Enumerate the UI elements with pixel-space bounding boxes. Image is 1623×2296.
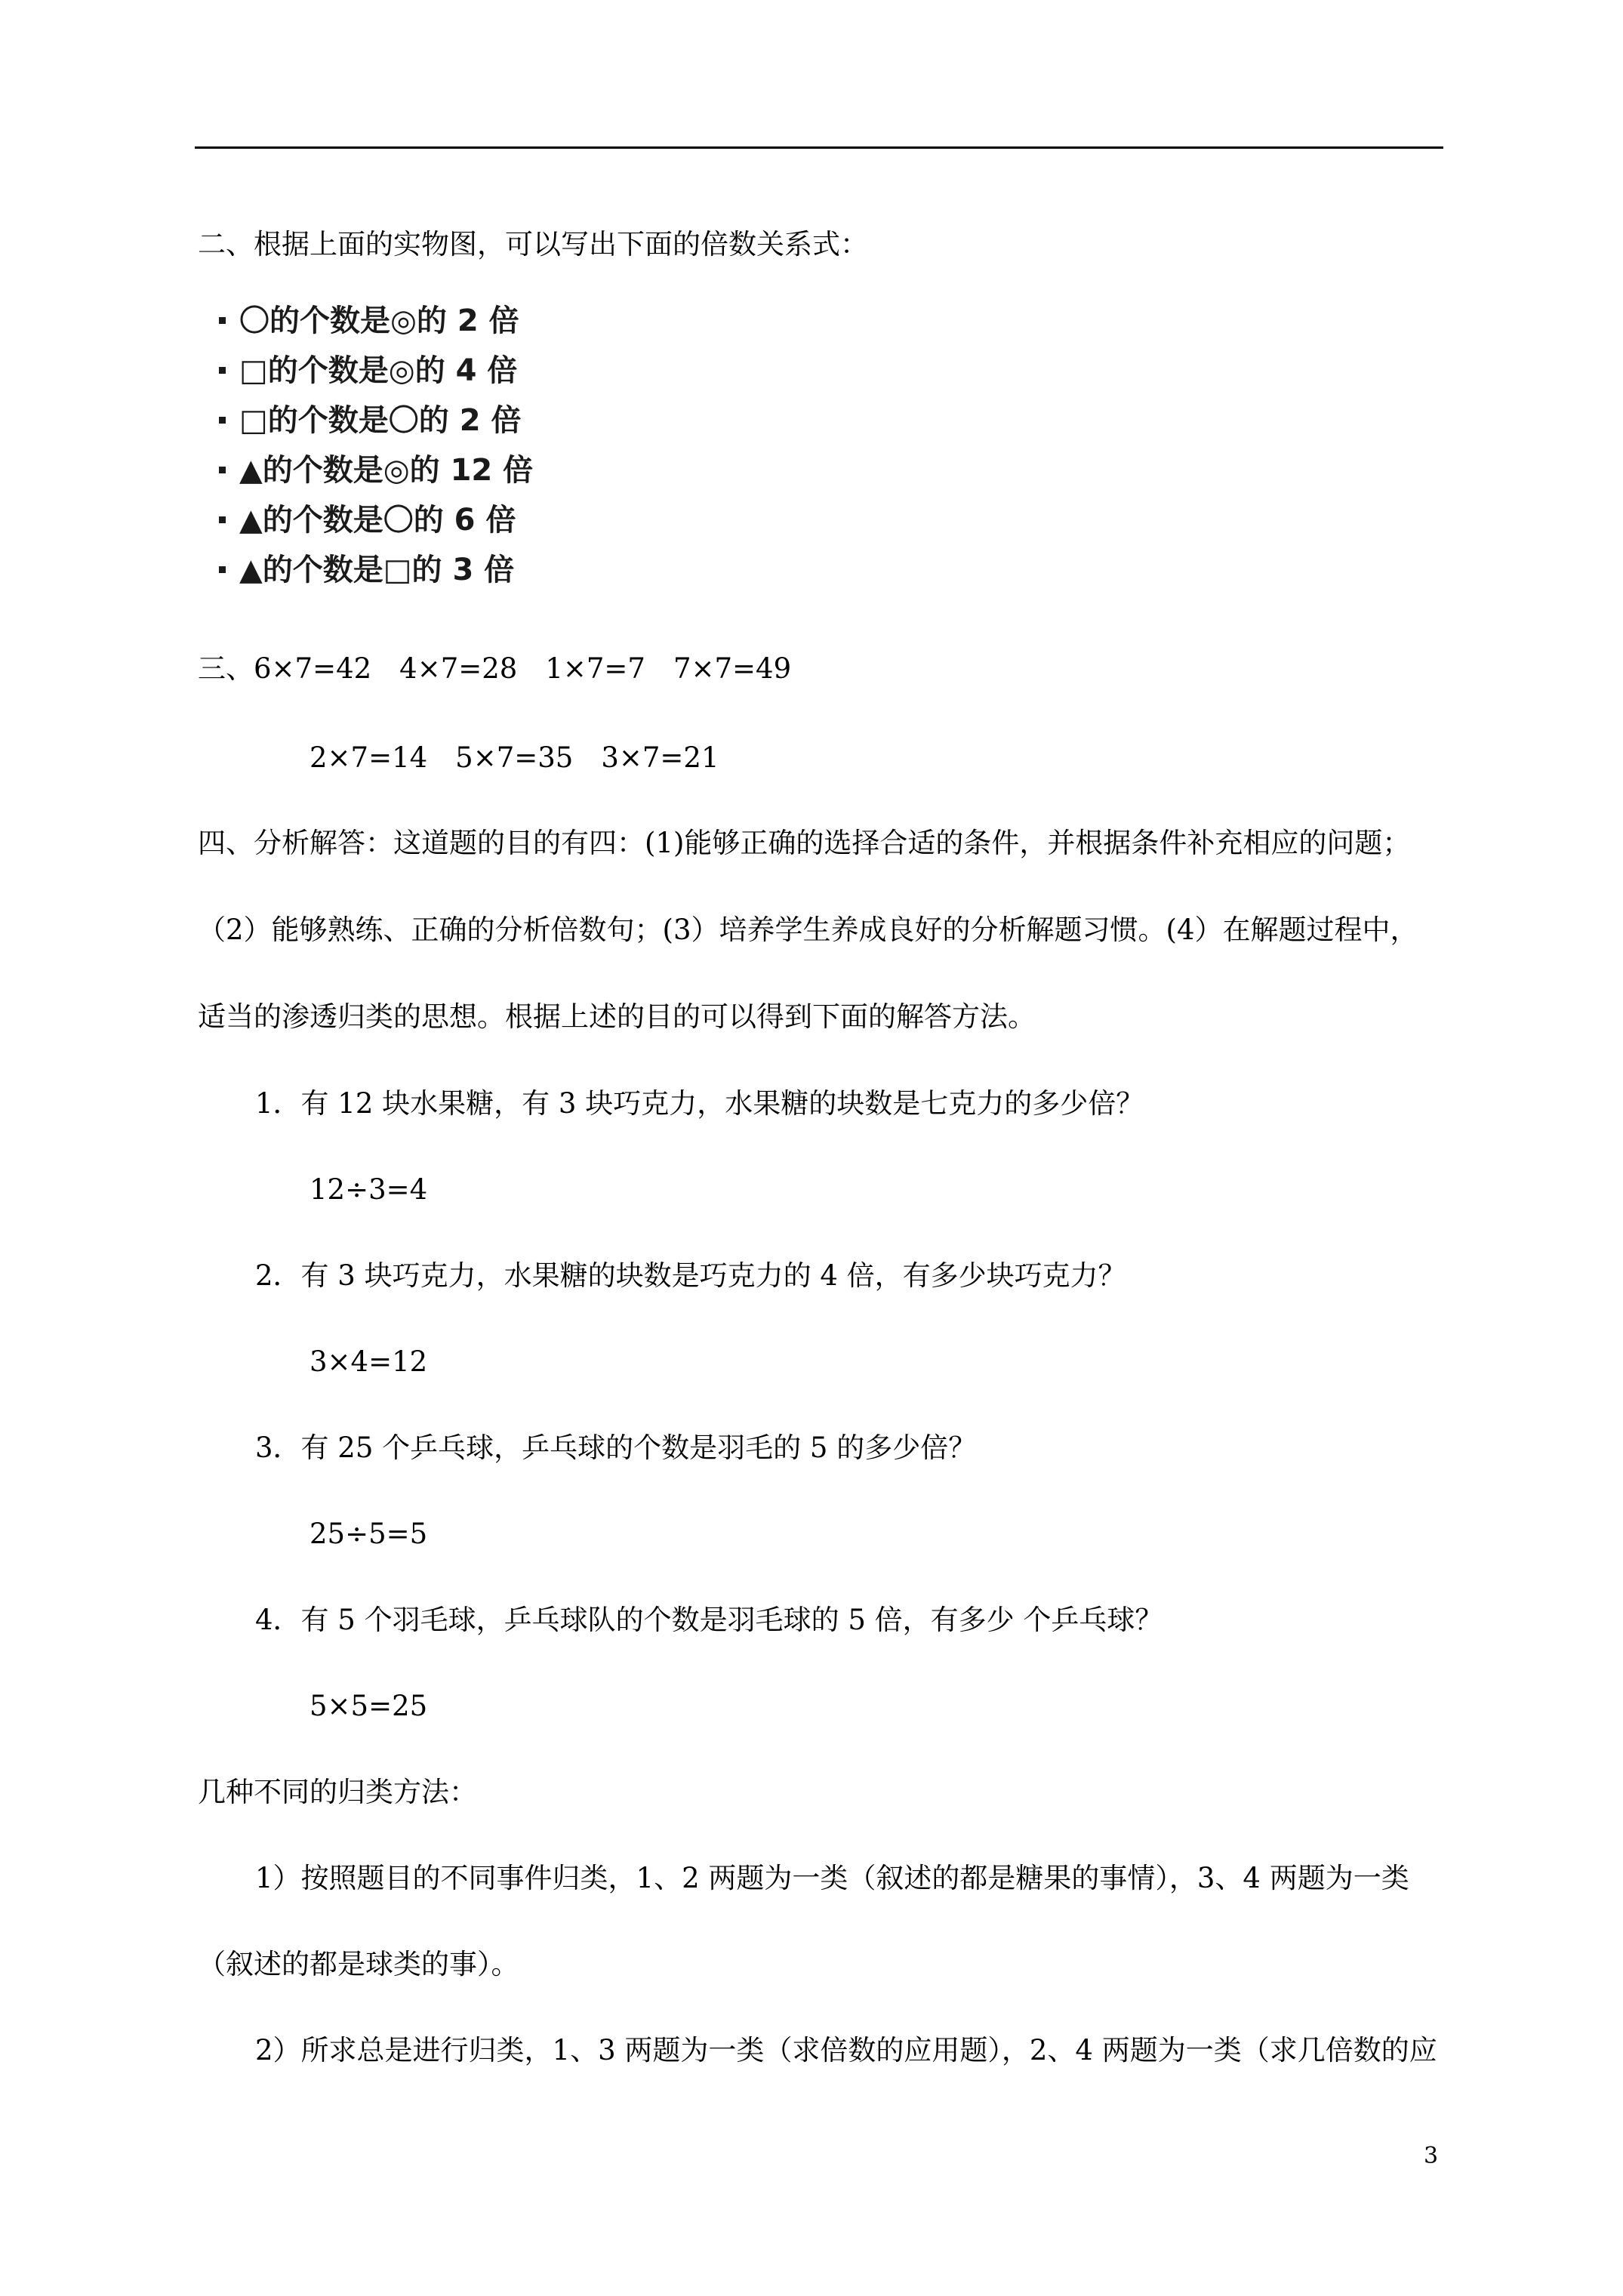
list-item <box>219 296 581 346</box>
relation-text: ▲的个数是◎的 12 倍 <box>239 453 534 488</box>
list-item <box>219 396 581 445</box>
list-item <box>219 445 581 495</box>
problem-answer: 12÷3=4 <box>310 1173 428 1206</box>
section4-para3: 适当的渗透归类的思想。根据上述的目的可以得到下面的解答方法。 <box>198 1000 1036 1033</box>
problem-answer: 3×4=12 <box>310 1345 428 1378</box>
problem-question: 1．有 12 块水果糖，有 3 块巧克力，水果糖的块数是七克力的多少倍？ <box>255 1087 1144 1120</box>
section4-para2: （2）能够熟练、正确的分析倍数句；(3）培养学生养成良好的分析解题习惯。(4）在解题过程中， <box>198 914 1418 946</box>
section2-heading: 二、根据上面的实物图，可以写出下面的倍数关系式： <box>198 228 868 260</box>
problem-question: 2．有 3 块巧克力，水果糖的块数是巧克力的 4 倍，有多少块巧克力？ <box>255 1259 1126 1292</box>
header-rule <box>195 146 1443 149</box>
bullet-icon <box>219 417 226 424</box>
bullet-icon <box>219 516 226 523</box>
list-item <box>219 495 581 545</box>
list-item <box>219 545 581 595</box>
relation-text: □的个数是◎的 4 倍 <box>239 353 518 388</box>
relation-text: □的个数是〇的 2 倍 <box>239 403 522 438</box>
classification-item1-line2: （叙述的都是球类的事）。 <box>198 1948 519 1980</box>
relation-text: ▲的个数是〇的 6 倍 <box>239 503 516 538</box>
page-number: 3 <box>1424 2143 1439 2169</box>
classification-heading: 几种不同的归类方法： <box>198 1776 477 1808</box>
bullet-icon <box>219 566 226 573</box>
bullet-icon <box>219 317 226 324</box>
bullet-icon <box>219 467 226 473</box>
problem-question: 3．有 25 个乒乓球，乒乓球的个数是羽毛的 5 的多少倍？ <box>255 1432 977 1464</box>
problem-question: 4．有 5 个羽毛球，乒乓球队的个数是羽毛球的 5 倍，有多少 个乒乓球？ <box>255 1604 1163 1636</box>
classification-item2-line1: 2）所求总是进行归类，1、3 两题为一类（求倍数的应用题），2、4 两题为一类（求几倍数的应 <box>255 2034 1437 2066</box>
problem-answer: 5×5=25 <box>310 1690 428 1722</box>
relations-list <box>219 296 581 595</box>
section4-para1: 四、分析解答：这道题的目的有四：(1)能够正确的选择合适的条件，并根据条件补充相应的问题； <box>198 827 1411 859</box>
list-item <box>219 346 581 396</box>
problem-answer: 25÷5=5 <box>310 1518 428 1550</box>
relation-text: 〇的个数是◎的 2 倍 <box>239 304 519 338</box>
bullet-icon <box>219 367 226 374</box>
section3-line2: 2×7=14 5×7=35 3×7=21 <box>310 741 719 774</box>
classification-item1-line1: 1）按照题目的不同事件归类，1、2 两题为一类（叙述的都是糖果的事情），3、4 两题为一类 <box>255 1862 1409 1894</box>
section3-line1: 三、6×7=42 4×7=28 1×7=7 7×7=49 <box>198 652 792 685</box>
relation-text: ▲的个数是□的 3 倍 <box>239 553 515 587</box>
